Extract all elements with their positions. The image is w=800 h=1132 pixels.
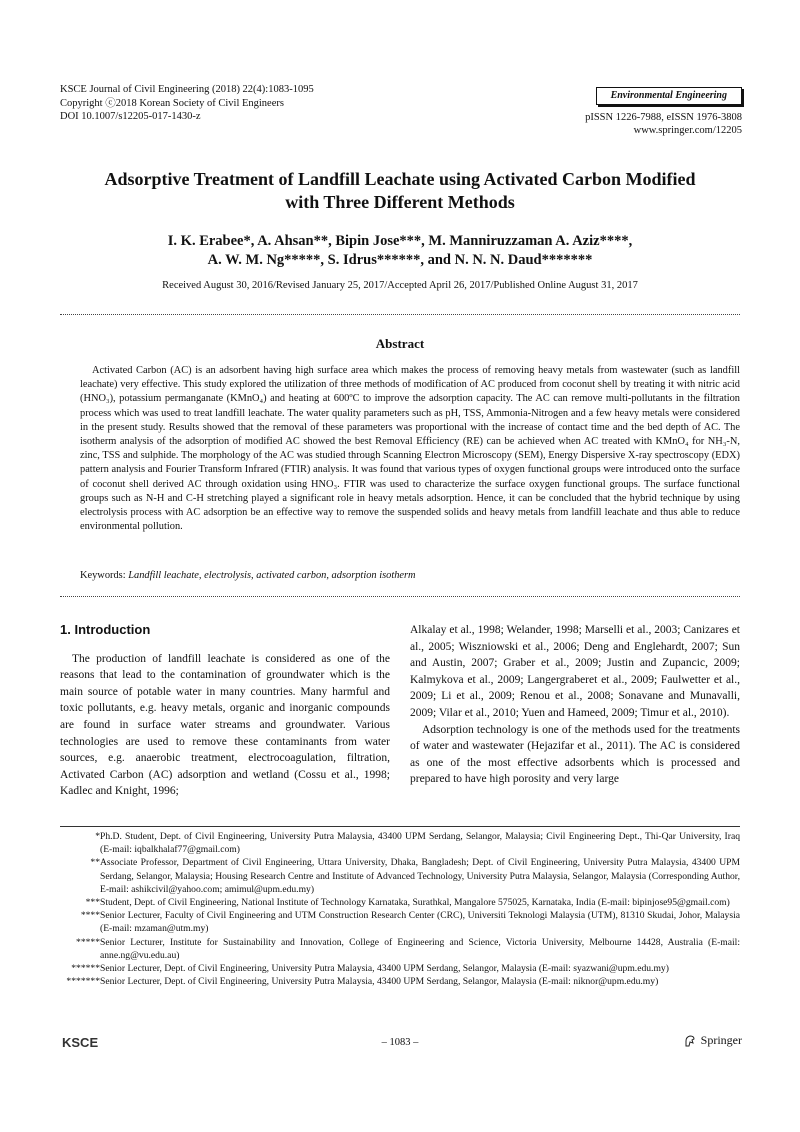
website: www.springer.com/12205 xyxy=(633,125,742,136)
issn: pISSN 1226-7988, eISSN 1976-3808 xyxy=(585,111,742,123)
journal-citation: KSCE Journal of Civil Engineering (2018) 22(4):1083-1095 xyxy=(60,84,314,95)
publisher-mark xyxy=(683,1033,742,1048)
paragraph: The production of landfill leachate is considered as one of the reasons that lead to the contamination of groundwater which is the main source of potable water in many countries. Many harmful and toxic pollutants, e.g. heavy metals, organic and inorganic compounds are found in surface water streams and groundwater. Various technologies are used to remove these contaminants from water sources, e.g. anaerobic treatment, electrocoagulation, filtration, Activated Carbon (AC) adsorption and wetland (Cossu et al., 1998; Kadlec and Knight, 1996; xyxy=(60,652,390,798)
copyright: Copyright ⓒ2018 Korean Society of Civil Engineers xyxy=(60,97,284,109)
footnote: ****** Senior Lecturer, Dept. of Civil Engineering, University Putra Malaysia, 43400 UPM Serdang, Selangor, Malaysia (E-mail: syazwani@upm.edu.my) xyxy=(71,963,669,975)
dotted-divider xyxy=(60,596,740,597)
footnote: * Ph.D. Student, Dept. of Civil Engineering, University Putra Malaysia, 43400 UPM Serdang, Selangor, Malaysia; Civil Engineering Dept., Thi-Qar University, Iraq (E-mail: iqbalkhalaf77@gmail.com) xyxy=(95,831,740,856)
section-heading: 1. Introduction xyxy=(60,622,151,637)
page-number: – 1083 – xyxy=(381,1037,419,1048)
keywords xyxy=(80,570,740,581)
journal-header-right xyxy=(585,87,742,138)
received-dates: Received August 30, 2016/Revised January 25, 2017/Accepted April 26, 2017/Published Online August 31, 2017 xyxy=(162,280,638,291)
paper-title: Adsorptive Treatment of Landfill Leachate using Activated Carbon Modified with Three Different Methods xyxy=(104,169,696,212)
keywords-label: Keywords: xyxy=(80,570,126,581)
paragraph: Adsorption technology is one of the methods used for the treatments of water and wastewater (Hejazifar et al., 2011). The AC is considered as one of the most effective adsorbents which is processed and prepared to have high porosity and very large xyxy=(410,723,740,786)
abstract-heading: Abstract xyxy=(375,336,425,351)
dotted-divider xyxy=(60,314,740,315)
footnote-rule xyxy=(60,826,740,827)
ksce-logo xyxy=(60,1034,106,1050)
paragraph: Alkalay et al., 1998; Welander, 1998; Marselli et al., 2003; Canizares et al., 2005; Wiszniowski et al., 2006; Deng and Englehardt, 2007; Sun and Austin, 2007; Graber et al., 2009; Justin and Zupancic, 2009; Kalmykova et al., 2009; Langergraberet et al., 2009; Faulwetter et al., 2009; Li et al., 2009; Renou et al., 2008; Sonavane and Munavalli, 2009; Vilar et al., 2010; Yuen and Hameed, 2009; Timur et al., 2010). xyxy=(410,624,740,719)
footnote: ***** Senior Lecturer, Institute for Sustainability and Innovation, College of Engineering and Science, Victoria University, Melbourne 14428, Australia (E-mail: anne.ng@vu.edu.au) xyxy=(76,936,740,961)
publisher-name: Springer xyxy=(700,1033,742,1047)
left-column xyxy=(60,622,390,800)
keywords-list: Landfill leachate, electrolysis, activated carbon, adsorption isotherm xyxy=(128,570,416,581)
footnotes xyxy=(60,830,740,988)
section-tag: Environmental Engineering xyxy=(596,87,742,105)
ksce-logo-text: KSCE xyxy=(62,1035,99,1050)
author-list: I. K. Erabee*, A. Ahsan**, Bipin Jose***, M. Manniruzzaman A. Aziz****, A. W. M. Ng*****, S. Idrus******, and N. N. N. Daud******* xyxy=(167,233,633,268)
journal-header xyxy=(60,83,314,124)
right-column xyxy=(410,622,740,788)
footnote: **** Senior Lecturer, Faculty of Civil Engineering and UTM Construction Research Center (CRC), Universiti Teknologi Malaysia (UTM), 81310 Skudai, Johor, Malaysia (E-mail: mzaman@utm.my) xyxy=(80,910,740,935)
footnote: *** Student, Dept. of Civil Engineering, National Institute of Technology Karnataka, Surathkal, Mangalore 575025, Karnataka, India (E-mail: bipinjose95@gmail.com) xyxy=(85,897,730,909)
footnote: ** Associate Professor, Department of Civil Engineering, Uttara University, Dhaka, Bangladesh; Dept. of Civil Engineering, University Putra Malaysia, 43400 UPM Serdang, Selangor, Malaysia; Housing Research Centre and Institute of Advanced Technology, University Putra Malaysia, Selangor, Malaysia (Corresponding Author, E-mail: ashikcivil@yahoo.com; amimul@upm.edu.my) xyxy=(90,857,740,895)
springer-horse-icon xyxy=(683,1034,697,1048)
footnote: ******* Senior Lecturer, Dept. of Civil Engineering, University Putra Malaysia, 43400 UPM Serdang, Selangor, Malaysia (E-mail: niknor@upm.edu.my) xyxy=(66,976,659,988)
abstract-text: Activated Carbon (AC) is an adsorbent having high surface area which makes the process of removing heavy metals from wastewater (such as landfill leachate) very effective. This study explored the utilization of three methods of modification of AC produced from coconut shell by treating it with nitric acid (HNO₃), potassium permanganate (KMnO₄) and heating at 600ºC to improve the adsorption capacity. The AC can remove multi-pollutants in the filtration process which was used to treat landfill leachate. The water quality parameters such as pH, TSS, Ammonia-Nitrogen and a few heavy metals were considered in the present study. Results showed that the removal of these parameters was proportional with the increase of contact time and the bed depth of AC. The isotherm analysis of the adsorption of modified AC showed the best Removal Efficiency (RE) can be achieved when AC treated with KMnO₄ for NH₃-N, zinc, TSS and sulphide. The morphology of the AC was studied through Scanning Electron Microscopy (SEM), Energy Dispersive X-ray spectroscopy (EDX) pattern analysis and Fourier Transform Infrared (FTIR) analysis. It was found that various types of oxygen functional groups were introduced onto the surface of coconut shell derived AC through oxidation using HNO₃. FTIR was used to characterize the surface oxygen functional groups. The surface functional groups such as N-H and C-H stretching played a significant role in heavy metals adsorption. Hence, it can be concluded that the hybrid technique by using electrolysis process with AC adsorption be an effective way to remove the suspended solids and heavy metals from landfill leachate and thus able to reduce environmental pollution. xyxy=(80,365,740,533)
doi: DOI 10.1007/s12205-017-1430-z xyxy=(60,111,201,122)
